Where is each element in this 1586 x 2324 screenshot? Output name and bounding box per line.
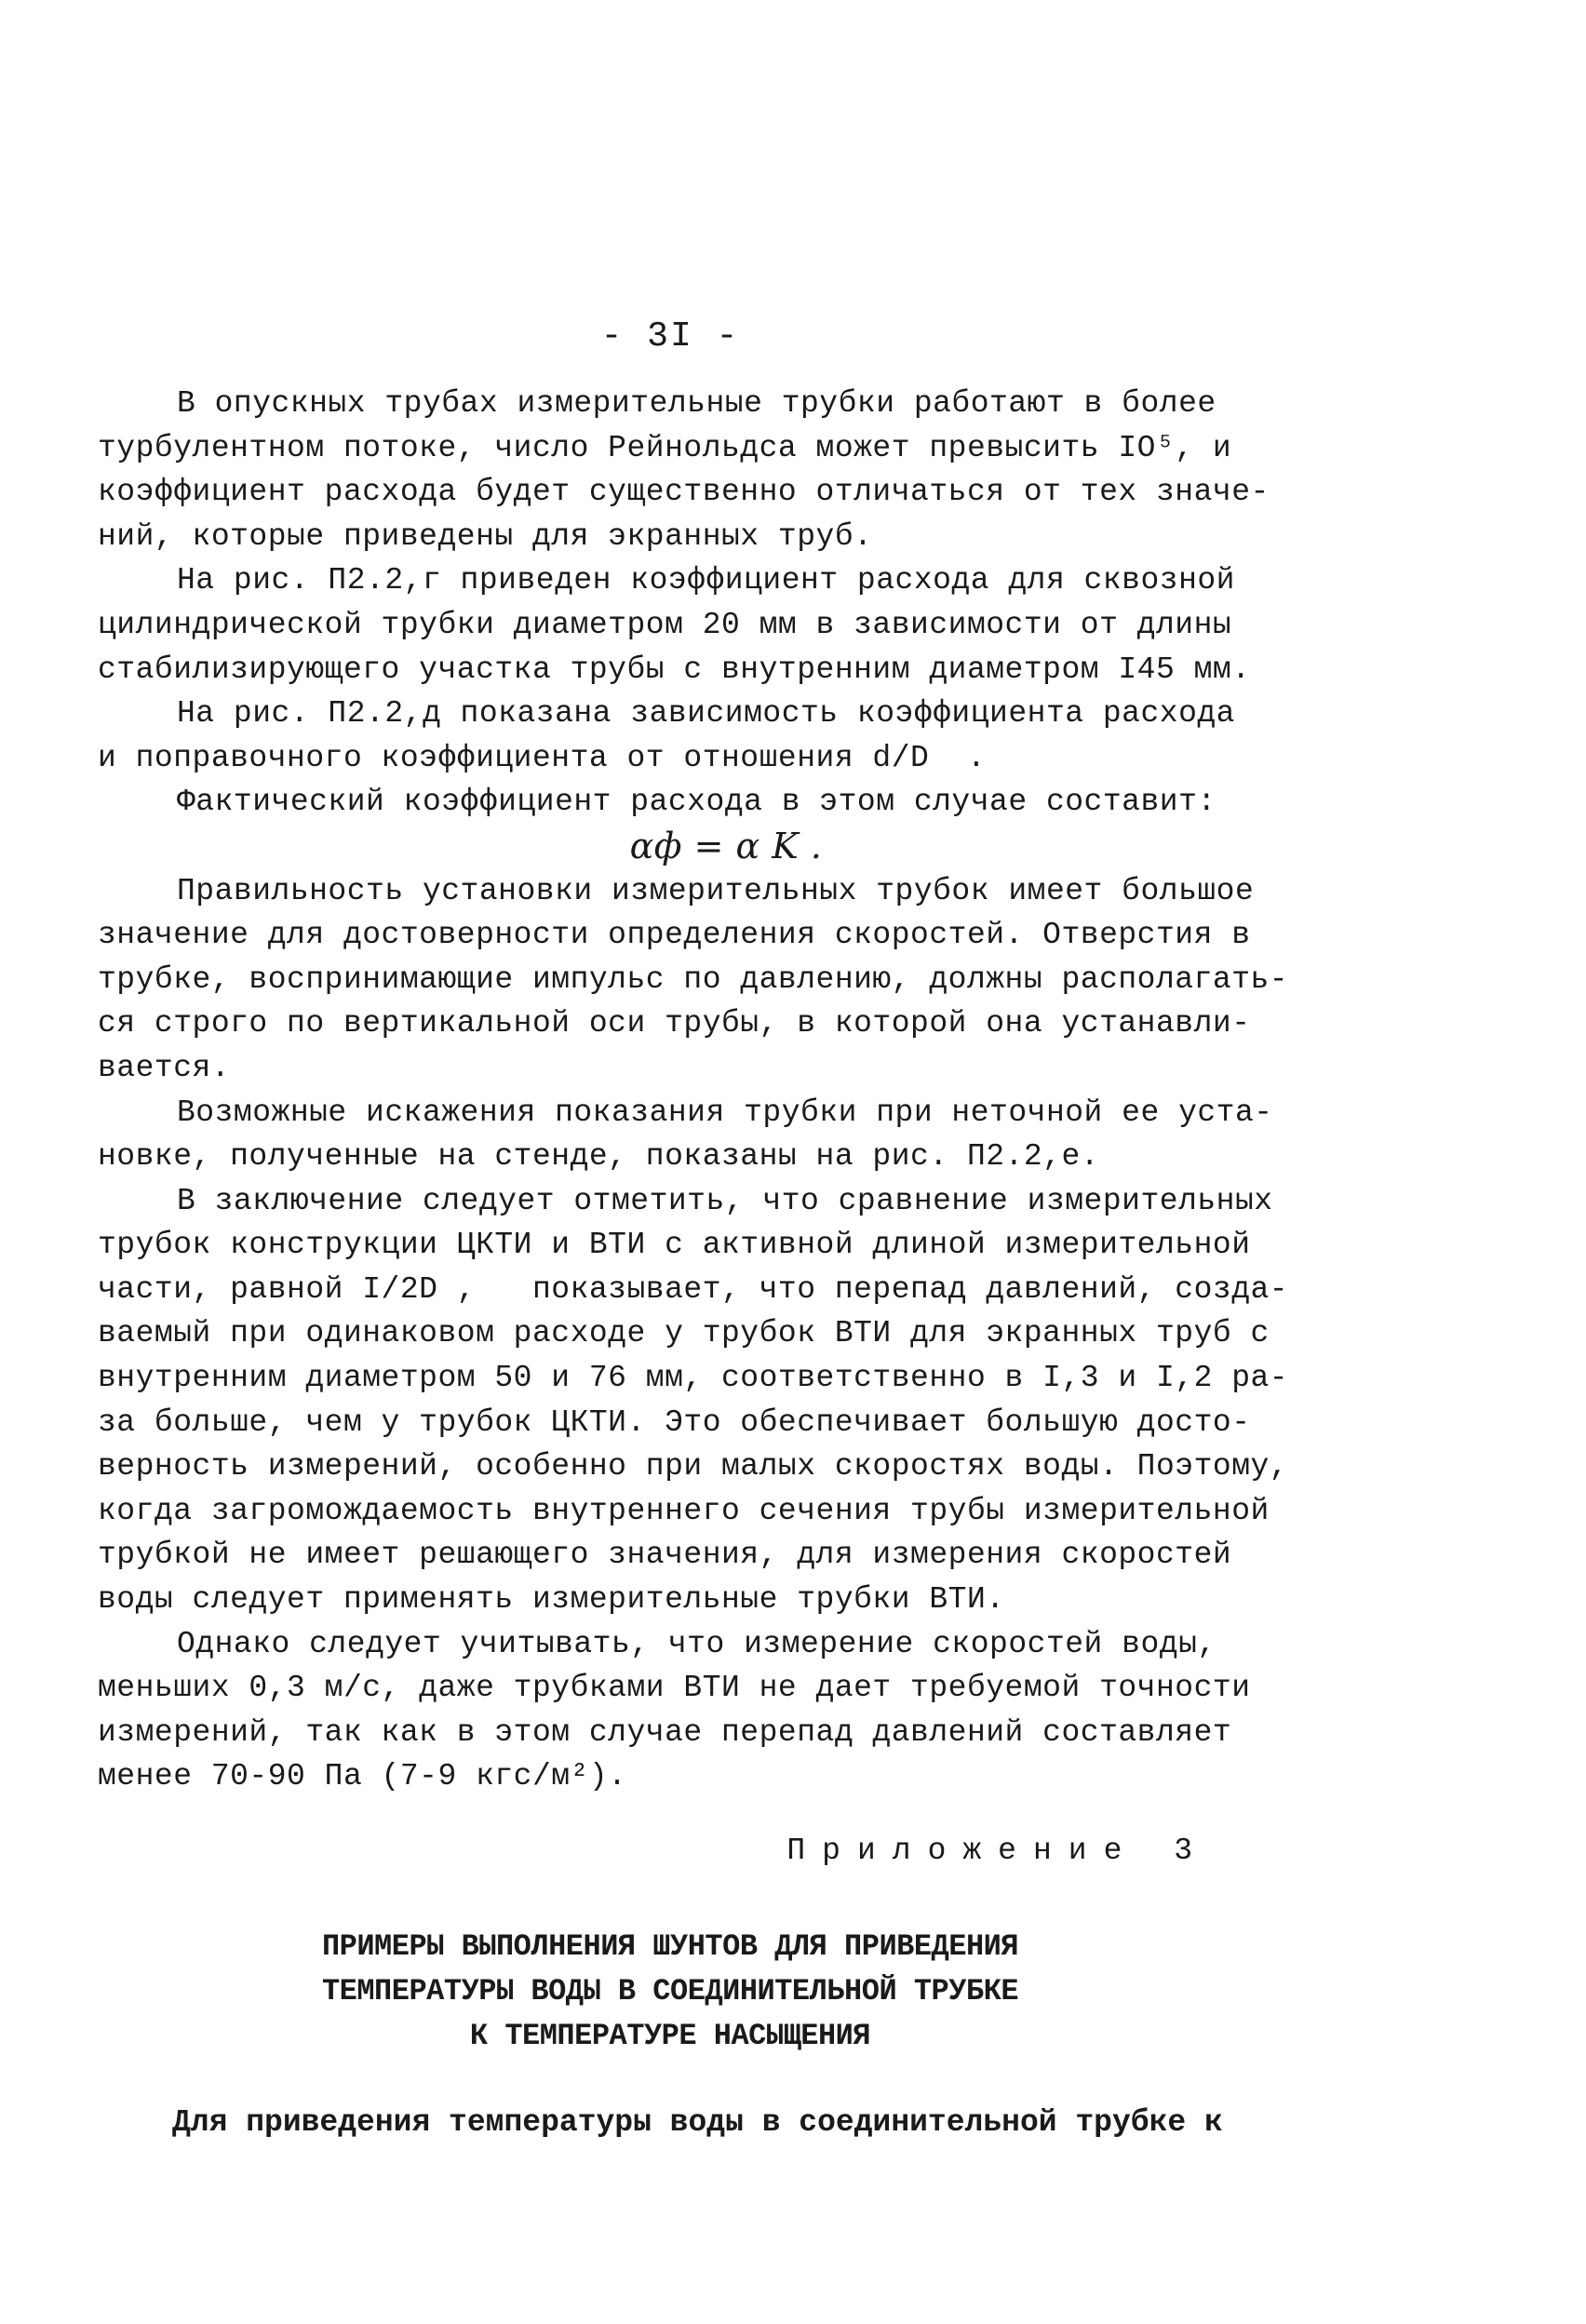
title-line: ТЕМПЕРАТУРЫ ВОДЫ В СОЕДИНИТЕЛЬНОЙ ТРУБКЕ [321,1974,1019,2008]
section-first-line: Для приведения температуры воды в соединительной трубке к [172,2105,1223,2140]
text-line: ний, которые приведены для экранных труб. [98,518,873,554]
body-text [98,382,1289,1799]
page-number: - 3I - [600,316,740,356]
text-line: трубке, воспринимающие импульс по давлению, должны располагать- [98,961,1289,997]
text-line: На рис. П2.2,д показана зависимость коэффициента расхода [177,696,1235,732]
paragraph-block-1 [98,382,1280,825]
text-line: Правильность установки измерительных трубок имеет большое [177,873,1255,908]
text-line: новке, полученные на стенде, показаны на рис. П2.2,е. [98,1139,1100,1175]
text-line: трубкой не имеет решающего значения, для измерения скоростей [98,1538,1232,1573]
text-line: коэффициент расхода будет существенно отличаться от тех значе- [98,475,1270,510]
title-line: ПРИМЕРЫ ВЫПОЛНЕНИЯ ШУНТОВ ДЛЯ ПРИВЕДЕНИЯ [321,1929,1019,1964]
text-line: цилиндрической трубки диаметром 20 мм в зависимости от длины [98,607,1232,642]
section-title [0,1925,1340,2059]
text-line: вается. [98,1050,231,1085]
text-line: В опускных трубах измерительные трубки работают в более [177,386,1216,421]
text-line: когда загромождаемость внутреннего сечения трубы измерительной [98,1493,1270,1528]
text-line: внутренним диаметром 50 и 76 мм, соответственно в I,3 и I,2 ра- [98,1361,1289,1396]
text-line: ся строго по вертикальной оси трубы, в которой она устанавли- [98,1006,1251,1041]
text-line: На рис. П2.2,г приведен коэффициент расхода для сквозной [177,563,1235,598]
text-line: Фактический коэффициент расхода в этом случае составит: [177,785,1216,820]
appendix-label: Приложение 3 [786,1834,1209,1868]
text-line: Возможные искажения показания трубки при неточной ее уста- [177,1095,1273,1130]
text-line: части, равной I/2D , показывает, что перепад давлений, созда- [98,1271,1289,1307]
text-line: воды следует применять измерительные трубки ВТИ. [98,1582,1005,1618]
text-line: меньших 0,3 м/с, даже трубками ВТИ не дает требуемой точности [98,1671,1251,1706]
title-line: К ТЕМПЕРАТУРЕ НАСЫЩЕНИЯ [469,2019,871,2053]
text-line: измерений, так как в этом случае перепад давлений составляет [98,1714,1232,1750]
text-line: верность измерений, особенно при малых скоростях воды. Поэтому, [98,1449,1289,1484]
formula: αф = α K . [629,825,823,866]
paragraph-block-2 [98,869,1289,1799]
text-line: Однако следует учитывать, что измерение скоростей воды, [177,1626,1216,1661]
text-line: трубок конструкции ЦКТИ и ВТИ с активной длиной измерительной [98,1228,1251,1263]
text-line: значение для достоверности определения скоростей. Отверстия в [98,918,1251,953]
text-line: В заключение следует отметить, что сравнение измерительных [177,1183,1273,1218]
text-line: менее 70-90 Па (7-9 кгс/м²). [98,1759,627,1794]
text-line: стабилизирующего участка трубы с внутренним диаметром I45 мм. [98,652,1251,687]
text-line: и поправочного коэффициента от отношения d/D . [98,740,987,775]
text-line: ваемый при одинаковом расходе у трубок ВТИ для экранных труб с [98,1316,1270,1351]
text-line: турбулентном потоке, число Рейнольдса может превысить IO⁵, и [98,430,1232,465]
text-line: за больше, чем у трубок ЦКТИ. Это обеспечивает большую досто- [98,1404,1251,1440]
